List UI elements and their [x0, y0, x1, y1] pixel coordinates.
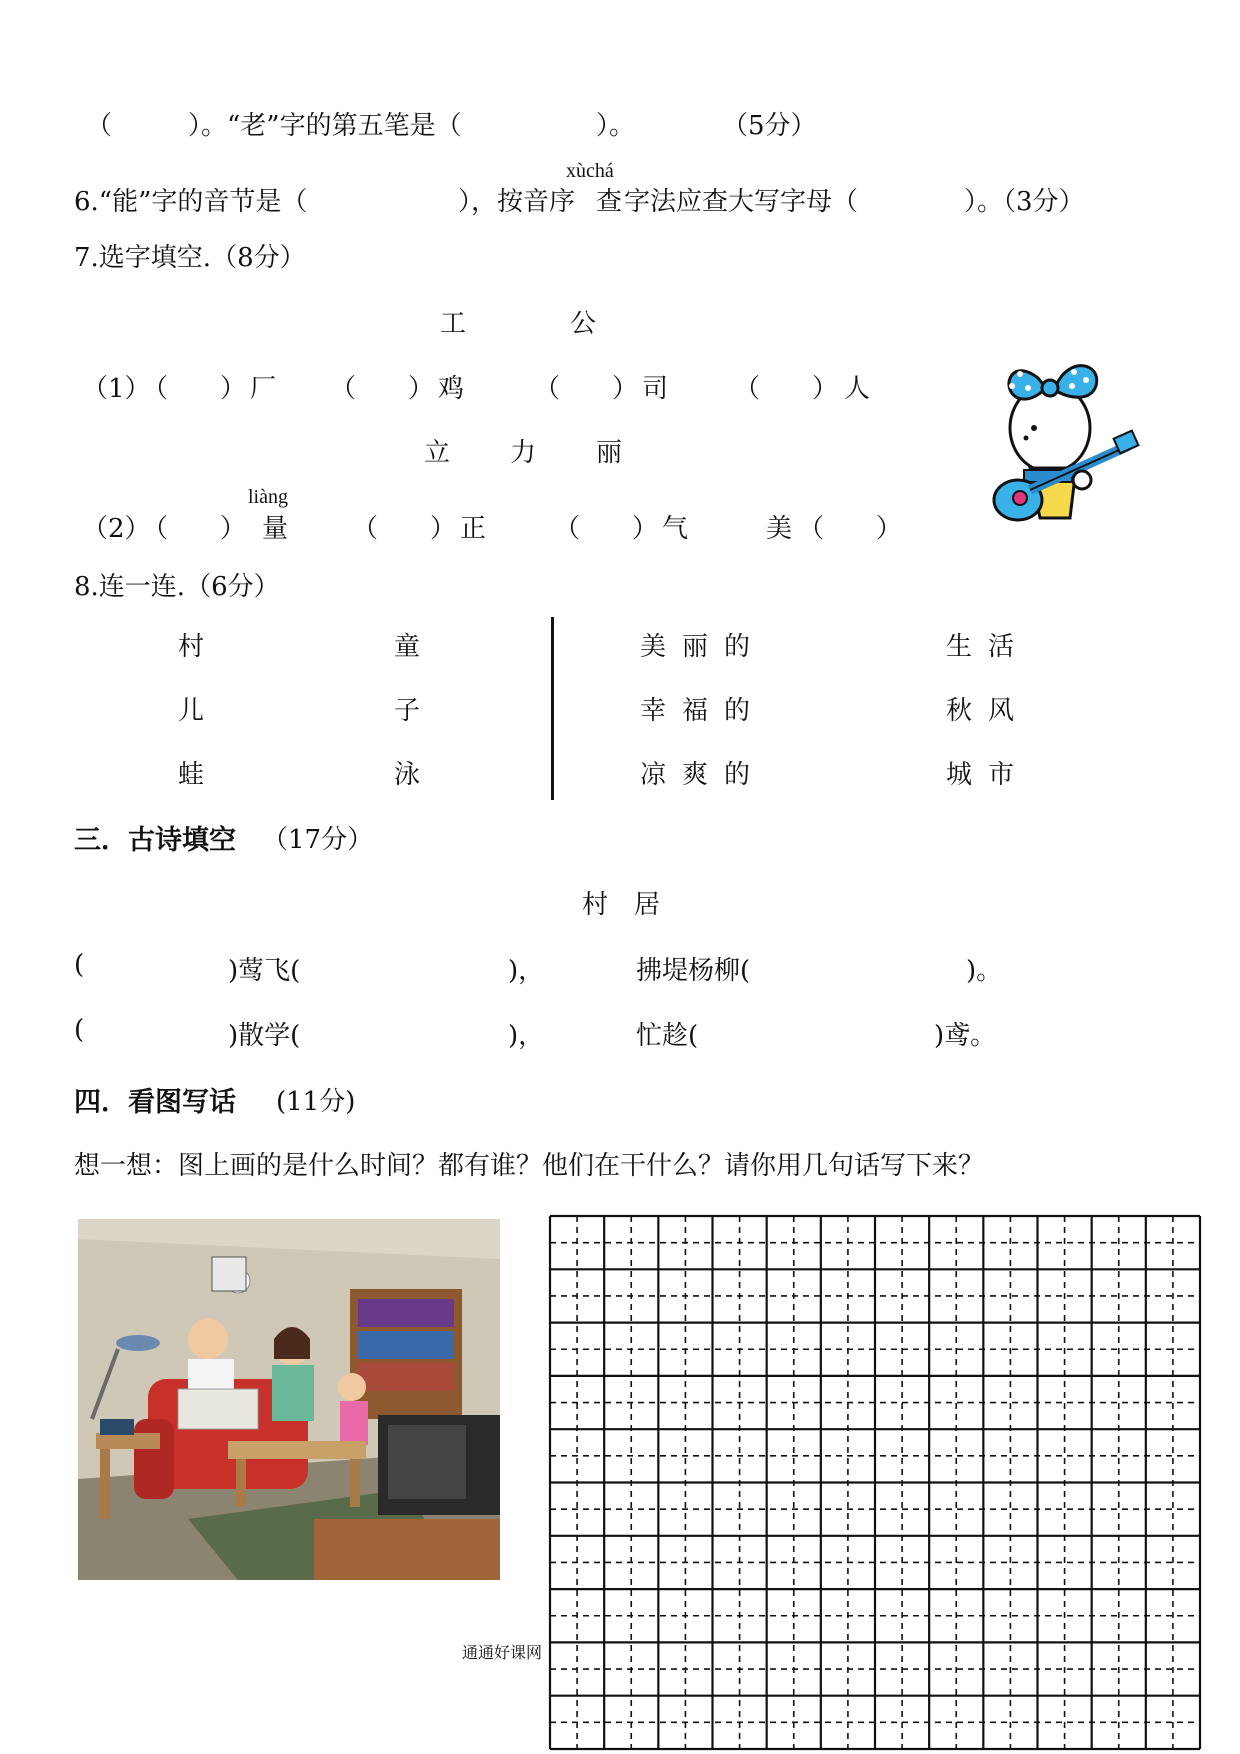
q8-right-item: 幸福的	[640, 696, 767, 726]
q7-option: 力	[510, 438, 537, 468]
q6-cha-char: 查	[596, 187, 623, 217]
q8-left-item: 泳	[394, 760, 421, 790]
q7-blank[interactable]: （ ）	[142, 374, 247, 404]
q8-right-item: 美丽的	[640, 632, 767, 662]
q7-option: 立	[424, 438, 451, 468]
q7-blank[interactable]: （ ）	[352, 514, 457, 544]
q7-blank[interactable]: （ ）	[534, 374, 639, 404]
q6-part1: 6.“能”字的音节是（	[74, 187, 308, 217]
family-living-room-picture	[78, 1219, 500, 1580]
poem-line2-b: )散学(	[228, 1021, 301, 1051]
q5-text: ）。“老”字的第五笔是（	[188, 111, 462, 141]
q7-char: 量	[262, 514, 289, 544]
q7-char: 美	[766, 514, 793, 544]
q6-pinyin: xùchá	[566, 160, 614, 182]
q7-blank[interactable]: （ ）	[554, 514, 659, 544]
section4-score: (11分)	[276, 1087, 356, 1117]
q8-left-item: 童	[394, 632, 421, 662]
writing-grid[interactable]	[548, 1214, 1202, 1751]
poem-title: 村 居	[582, 890, 661, 920]
q5-score: （5分）	[722, 111, 817, 141]
q7-blank[interactable]: （ ）	[734, 374, 839, 404]
q8-right-item: 秋风	[946, 696, 1031, 726]
q7-row1-label: （1）	[82, 374, 151, 404]
q7-option: 工	[440, 309, 467, 339]
q7-char: 厂	[250, 374, 277, 404]
section4-heading: 四．看图写话	[74, 1087, 236, 1118]
q7-blank[interactable]: （ ）	[330, 374, 435, 404]
q7-char: 司	[642, 374, 669, 404]
q8-left-item: 子	[394, 696, 421, 726]
q8-left-item: 蛙	[178, 760, 205, 790]
q7-blank[interactable]: （ ）	[798, 514, 903, 544]
q7-row2-label: （2）	[82, 514, 151, 544]
divider-line	[551, 617, 554, 800]
q7-blank[interactable]: （ ）	[142, 514, 247, 544]
poem-line1-d: 拂堤杨柳(	[636, 956, 751, 986]
q6-part4: ）。（3分）	[964, 187, 1085, 217]
q7-option: 公	[570, 309, 597, 339]
guitar-girl-illustration	[990, 350, 1140, 540]
poem-line2-a: (	[74, 1015, 85, 1045]
poem-line1-c: )，	[508, 956, 545, 986]
q5-open-paren: （	[86, 111, 113, 141]
poem-line1-a: (	[74, 950, 85, 980]
q7-char: 气	[662, 514, 689, 544]
poem-line1-b: )莺飞(	[228, 956, 301, 986]
q7-char: 人	[844, 374, 871, 404]
q8-left-item: 儿	[178, 696, 205, 726]
q8-right-item: 凉爽的	[640, 760, 767, 790]
q7-option: 丽	[596, 438, 623, 468]
poem-line2-e: )鸢。	[934, 1021, 997, 1051]
q8-right-item: 城市	[946, 760, 1031, 790]
q6-part3: 字法应查大写字母（	[624, 187, 859, 217]
q7-char: 正	[460, 514, 487, 544]
footer-watermark: 通通好课网	[462, 1643, 543, 1662]
poem-line1-e: )。	[966, 956, 1003, 986]
section4-prompt: 想一想：图上画的是什么时间？都有谁？他们在干什么？请你用几句话写下来？	[74, 1151, 985, 1181]
q6-part2: ），按音序	[458, 187, 576, 217]
q5-close: ）。	[596, 111, 636, 141]
q8-left-item: 村	[178, 632, 205, 662]
q8-title: 8.连一连.（6分）	[74, 572, 280, 602]
q7-char: 鸡	[438, 374, 465, 404]
q8-right-item: 生活	[946, 632, 1031, 662]
q7-pinyin: liàng	[248, 486, 288, 508]
section3-score: （17分）	[262, 825, 374, 855]
section3-heading: 三．古诗填空	[74, 825, 236, 856]
q7-title: 7.选字填空.（8分）	[74, 243, 306, 273]
poem-line2-d: 忙趁(	[636, 1021, 699, 1051]
poem-line2-c: )，	[508, 1021, 545, 1051]
